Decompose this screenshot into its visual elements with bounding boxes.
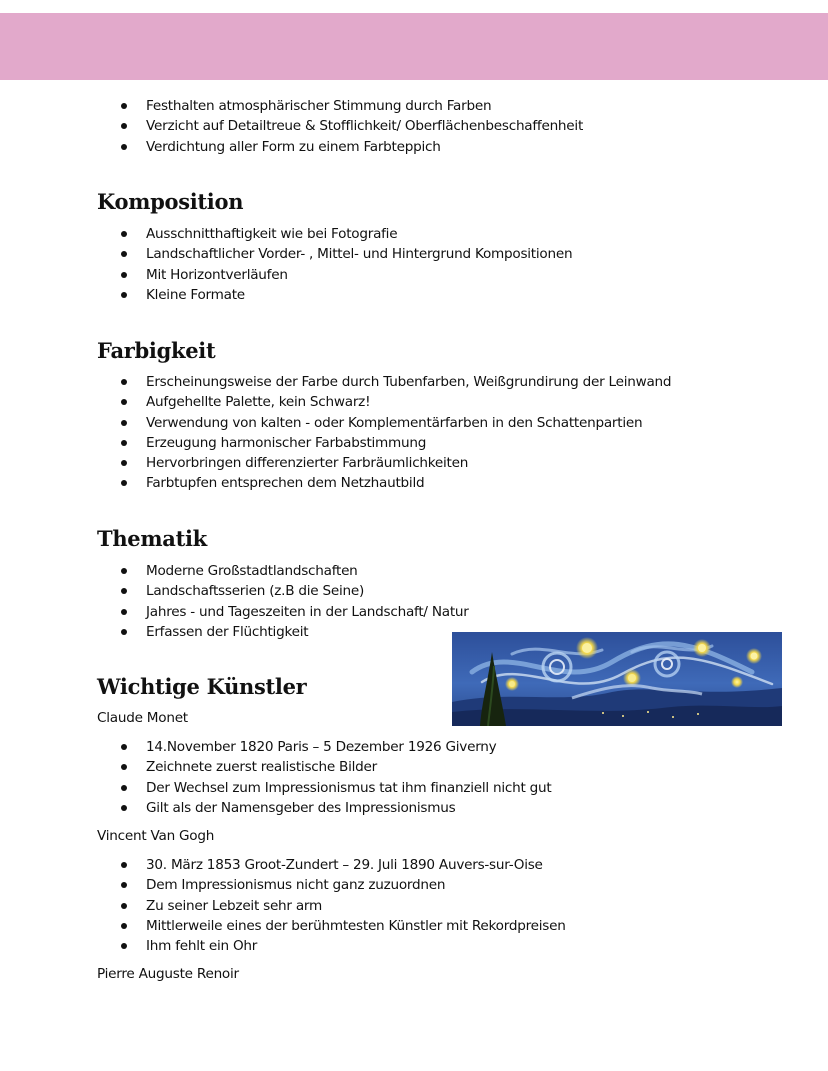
farbigkeit-list: [0, 372, 760, 494]
list-item: Landschaftsserien (z.B die Seine): [0, 581, 760, 601]
list-item: Ausschnitthaftigkeit wie bei Fotografie: [0, 224, 760, 244]
list-item: Erzeugung harmonischer Farbabstimmung: [0, 433, 760, 453]
painting-image: [452, 632, 782, 726]
list-item: Der Wechsel zum Impressionismus tat ihm finanziell nicht gut: [0, 778, 760, 798]
artist-name-renoir: Pierre Auguste Renoir: [97, 966, 239, 982]
heading-wichtige-kuenstler: Wichtige Künstler: [97, 674, 307, 699]
list-item: Farbtupfen entsprechen dem Netzhautbild: [0, 473, 760, 493]
van-gogh-list: [0, 855, 760, 956]
artist-name-monet: Claude Monet: [97, 710, 188, 726]
intro-list: [0, 96, 760, 157]
list-item: Gilt als der Namensgeber des Impressionismus: [0, 798, 760, 818]
list-item: 30. März 1853 Groot-Zundert – 29. Juli 1890 Auvers-sur-Oise: [0, 855, 760, 875]
heading-farbigkeit: Farbigkeit: [97, 338, 216, 363]
list-item: Verwendung von kalten - oder Komplementärfarben in den Schattenpartien: [0, 413, 760, 433]
list-item: Aufgehellte Palette, kein Schwarz!: [0, 392, 760, 412]
heading-thematik: Thematik: [97, 526, 207, 551]
list-item: Zeichnete zuerst realistische Bilder: [0, 757, 760, 777]
list-item: Mittlerweile eines der berühmtesten Künstler mit Rekordpreisen: [0, 916, 760, 936]
list-item: Erfassen der Flüchtigkeit: [0, 622, 760, 642]
list-item: Moderne Großstadtlandschaften: [0, 561, 760, 581]
list-item: Dem Impressionismus nicht ganz zuzuordnen: [0, 875, 760, 895]
list-item: Zu seiner Lebzeit sehr arm: [0, 896, 760, 916]
list-item: Jahres - und Tageszeiten in der Landschaft/ Natur: [0, 602, 760, 622]
list-item: Landschaftlicher Vorder- , Mittel- und Hintergrund Kompositionen: [0, 244, 760, 264]
list-item: Mit Horizontverläufen: [0, 265, 760, 285]
komposition-list: [0, 224, 760, 305]
heading-komposition: Komposition: [97, 189, 244, 214]
artist-name-van-gogh: Vincent Van Gogh: [97, 828, 215, 844]
list-item: Hervorbringen differenzierter Farbräumlichkeiten: [0, 453, 760, 473]
monet-list: [0, 737, 760, 818]
list-item: Kleine Formate: [0, 285, 760, 305]
thematik-list: [0, 561, 760, 642]
list-item: Verdichtung aller Form zu einem Farbteppich: [0, 137, 760, 157]
list-item: Erscheinungsweise der Farbe durch Tubenfarben, Weißgrundirung der Leinwand: [0, 372, 760, 392]
list-item: 14.November 1820 Paris – 5 Dezember 1926 Giverny: [0, 737, 760, 757]
list-item: Verzicht auf Detailtreue & Stofflichkeit/ Oberflächenbeschaffenheit: [0, 116, 760, 136]
list-item: Festhalten atmosphärischer Stimmung durch Farben: [0, 96, 760, 116]
list-item: Ihm fehlt ein Ohr: [0, 936, 760, 956]
